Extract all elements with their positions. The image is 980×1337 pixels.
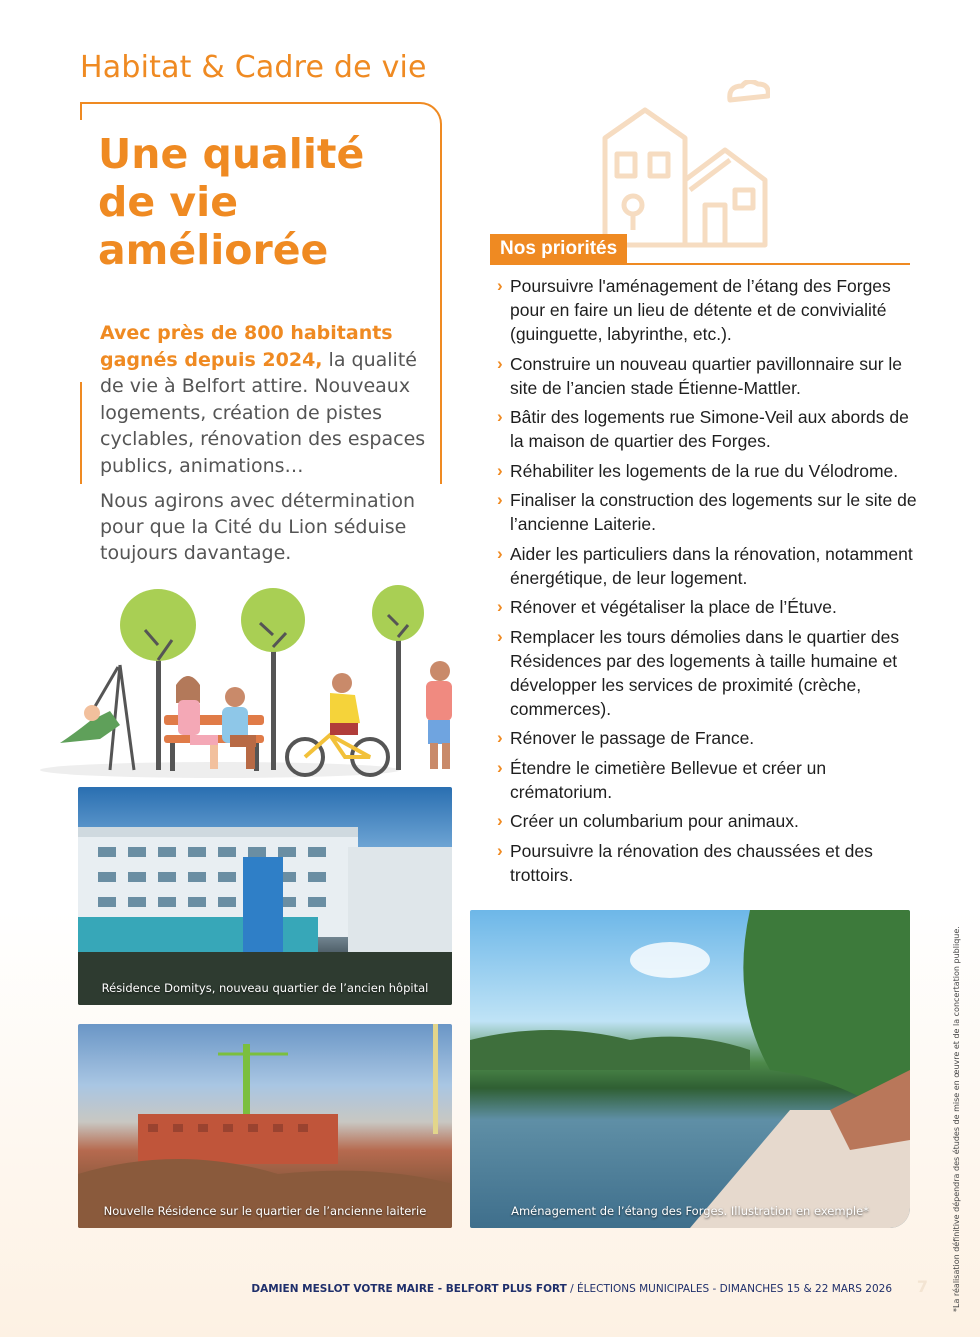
- list-item: [497, 839, 917, 887]
- list-item-text: Aider les particuliers dans la rénovation, notamment énergétique, de leur logement.: [510, 543, 913, 588]
- priorities-title: Nos priorités: [490, 234, 627, 264]
- list-item-text: Réhabiliter les logements de la rue du Vélodrome.: [510, 460, 899, 481]
- list-item: [497, 459, 917, 483]
- frame-divider: [440, 460, 442, 484]
- section-title: Habitat & Cadre de vie: [80, 50, 427, 85]
- list-item: [497, 625, 917, 721]
- list-item: [497, 274, 917, 346]
- chevron-right-icon: ›: [497, 757, 503, 777]
- headline-line: améliorée: [98, 226, 329, 274]
- list-item-text: Rénover le passage de France.: [510, 728, 755, 748]
- intro-text: la qualité de vie à Belfort attire. Nouveaux logements, création de pistes cyclables, rénovation des espaces publics, animations…: [100, 348, 426, 477]
- page-headline: [98, 130, 438, 274]
- list-item-text: Étendre le cimetière Bellevue et créer un crématorium.: [510, 757, 827, 802]
- priorities-list: [497, 274, 917, 892]
- list-item-text: Rénover et végétaliser la place de l’Étuve.: [510, 597, 837, 617]
- list-item: [497, 488, 917, 536]
- list-item: [497, 542, 917, 590]
- chevron-right-icon: ›: [497, 490, 503, 509]
- footnote: *La réalisation définitive dépendra des études de mise en œuvre et de la concertation publique.: [952, 926, 961, 1312]
- headline-line: de vie: [98, 178, 239, 226]
- chevron-right-icon: ›: [497, 811, 503, 830]
- list-item-text: Bâtir des logements rue Simone-Veil aux abords de la maison de quartier des Forges.: [510, 407, 909, 451]
- lake-image: [470, 910, 910, 1228]
- list-item-text: Finaliser la construction des logements sur le site de l’ancienne Laiterie.: [510, 490, 917, 534]
- list-item-text: Créer un columbarium pour animaux.: [510, 811, 799, 831]
- intro-paragraph: [100, 320, 430, 479]
- list-item: [497, 756, 917, 804]
- list-item: [497, 595, 917, 619]
- construction-image: [78, 1024, 452, 1228]
- footer-election: / ÉLECTIONS MUNICIPALES - DIMANCHES 15 & 22 MARS 2026: [566, 1283, 892, 1295]
- chevron-right-icon: ›: [497, 276, 503, 295]
- chevron-right-icon: ›: [497, 840, 503, 860]
- chevron-right-icon: ›: [497, 626, 503, 646]
- chevron-right-icon: ›: [497, 460, 503, 480]
- chevron-right-icon: ›: [497, 728, 503, 747]
- list-item: [497, 352, 917, 400]
- photo-caption: Résidence Domitys, nouveau quartier de l’ancien hôpital: [101, 981, 429, 995]
- page-number: 7: [916, 1277, 928, 1296]
- list-item-text: Construire un nouveau quartier pavillonnaire sur le site de l’ancien stade Étienne-Mattler.: [510, 353, 903, 398]
- chevron-right-icon: ›: [497, 407, 503, 426]
- list-item-text: Poursuivre l'aménagement de l’étang des Forges pour en faire un lieu de détente et de convivialité (guinguette, labyrinthe, etc.).: [510, 276, 891, 344]
- building-image: [78, 787, 452, 1005]
- list-item: [497, 405, 917, 453]
- chevron-right-icon: ›: [497, 597, 503, 616]
- intro-highlight: Avec près de 800 habitants gagnés depuis 2024,: [100, 322, 393, 371]
- photo-etang-forges: [470, 910, 910, 1228]
- frame-divider: [80, 382, 82, 484]
- footer-campaign: DAMIEN MESLOT VOTRE MAIRE - BELFORT PLUS FORT: [251, 1283, 567, 1295]
- photo-caption: Nouvelle Résidence sur le quartier de l’ancienne laiterie: [103, 1204, 427, 1218]
- photo-laiterie: [78, 1024, 452, 1228]
- list-item: [497, 726, 917, 750]
- page-footer: [251, 1283, 892, 1295]
- chevron-right-icon: ›: [497, 543, 503, 563]
- intro-closing: Nous agirons avec détermination pour que la Cité du Lion séduise toujours davantage.: [100, 490, 416, 564]
- priorities-divider: [490, 263, 910, 265]
- headline-line: Une qualité: [98, 130, 365, 178]
- photo-domitys: [78, 787, 452, 1005]
- houses-icon: [595, 80, 770, 250]
- frame-divider: [80, 102, 82, 120]
- list-item-text: Remplacer les tours démolies dans le quartier des Résidences par des logements à taille humaine et développer les services de proximité (crèche, commerces).: [510, 626, 900, 719]
- list-item: [497, 809, 917, 833]
- chevron-right-icon: ›: [497, 353, 503, 373]
- list-item-text: Poursuivre la rénovation des chaussées et des trottoirs.: [510, 840, 873, 885]
- park-illustration: [30, 585, 470, 785]
- photo-caption: Aménagement de l’étang des Forges. Illustration en exemple*: [511, 1204, 869, 1218]
